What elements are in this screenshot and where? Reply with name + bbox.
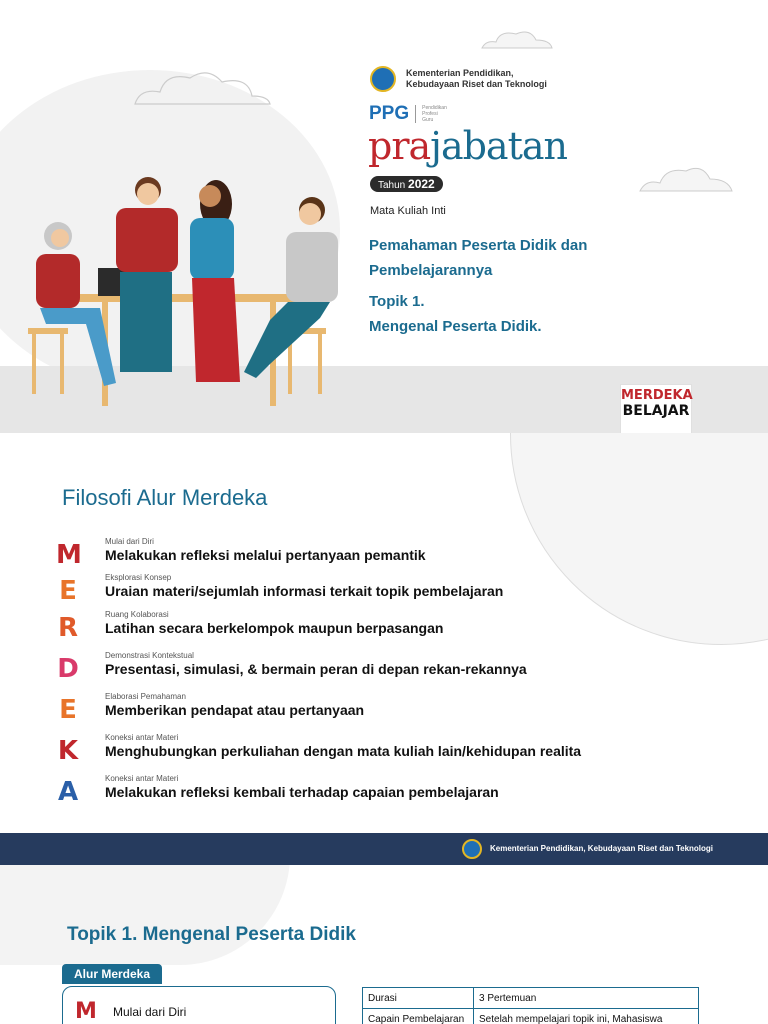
filosofi-title: Filosofi Alur Merdeka [62,485,268,510]
ministry-name-line1: Kementerian Pendidikan, [406,68,514,78]
merdeka-letter: K [57,736,79,766]
ministry-seal-icon [370,66,396,92]
ppg-small-text: Profesi [422,111,438,117]
merdeka-caption: Koneksi antar Materi [105,733,179,742]
ministry-footer-band [0,833,768,865]
merdeka-caption: Mulai dari Diri [105,537,154,546]
topik-slide [0,865,768,1024]
course-category: Mata Kuliah Inti [370,205,446,217]
merdeka-letter: E [59,576,77,606]
merdeka-letter: M [56,540,82,570]
table-row [363,988,699,1009]
ministry-footer-text: Kementerian Pendidikan, Kebudayaan Riset dan Teknologi [490,844,714,853]
background-blob [0,865,290,965]
year-value: 2022 [408,177,435,191]
merdeka-letter: R [57,613,79,643]
prajabatan-wordmark [368,124,567,168]
merdeka-letter: E [59,695,77,725]
cover-slide [0,0,768,433]
cloud-icon [480,28,554,50]
merdeka-row [56,537,696,573]
table-key: Durasi [363,988,474,1009]
merdeka-caption: Demonstrasi Kontekstual [105,651,194,660]
year-pill [370,176,443,192]
merdeka-letter: A [57,777,79,807]
filosofi-slide [0,433,768,833]
ministry-name-line2: Kebudayaan Riset dan Teknologi [406,79,547,89]
merdeka-row [56,733,696,769]
ministry-logo [370,66,547,92]
people-discussion-illustration [20,168,340,413]
table-value: 3 Pertemuan [474,988,699,1009]
merdeka-description: Melakukan refleksi kembali terhadap capaian pembelajaran [105,784,499,800]
wordmark-part2: jabatan [430,124,567,168]
ppg-label: PPG [369,103,410,124]
merdeka-letter: D [57,654,79,684]
merdeka-row [56,774,696,810]
alur-merdeka-box [62,986,336,1024]
merdeka-caption: Koneksi antar Materi [105,774,179,783]
merdeka-letter: M [75,999,97,1024]
course-title: Pemahaman Peserta Didik dan Pembelajarannya [369,237,588,279]
topic-number: Topik 1. [369,293,425,310]
table-key: Capain Pembelajaran [363,1009,474,1024]
merdeka-description: Latihan secara berkelompok maupun berpasangan [105,620,444,636]
merdeka-caption: Ruang Kolaborasi [105,610,169,619]
merdeka-description: Presentasi, simulasi, & bermain peran di depan rekan-rekannya [105,661,527,677]
merdeka-description: Menghubungkan perkuliahan dengan mata kuliah lain/kehidupan realita [105,743,582,759]
ppg-small-text: Pendidikan [422,105,447,111]
merdeka-caption: Eksplorasi Konsep [105,573,172,582]
ppg-logo [369,103,447,125]
table-value: Setelah mempelajari topik ini, Mahasiswa [474,1009,699,1024]
wordmark-part1: pra [368,124,431,168]
ppg-divider [415,105,416,123]
ppg-small-text: Guru [422,117,434,123]
info-table [362,987,699,1024]
topic-heading [369,289,659,339]
badge-line1: MERDEKA [621,388,693,403]
merdeka-row [56,692,696,728]
merdeka-row [56,651,696,687]
merdeka-caption: Elaborasi Pemahaman [105,692,186,701]
cloud-icon [638,163,734,193]
merdeka-description: Uraian materi/sejumlah informasi terkait topik pembelajaran [105,583,504,599]
merdeka-row [56,573,696,609]
alur-item-label: Mulai dari Diri [113,1005,187,1019]
topic-name: Mengenal Peserta Didik. [369,318,542,335]
ministry-seal-icon [462,839,482,859]
topik-title: Topik 1. Mengenal Peserta Didik [67,924,356,945]
merdeka-belajar-badge [620,384,692,433]
badge-line2: BELAJAR [622,403,690,419]
alur-merdeka-tab: Alur Merdeka [62,964,162,984]
merdeka-description: Melakukan refleksi melalui pertanyaan pemantik [105,547,426,563]
merdeka-description: Memberikan pendapat atau pertanyaan [105,702,365,718]
merdeka-row [56,610,696,646]
year-label: Tahun [378,180,406,191]
table-row [363,1009,699,1024]
cloud-icon [130,66,272,106]
